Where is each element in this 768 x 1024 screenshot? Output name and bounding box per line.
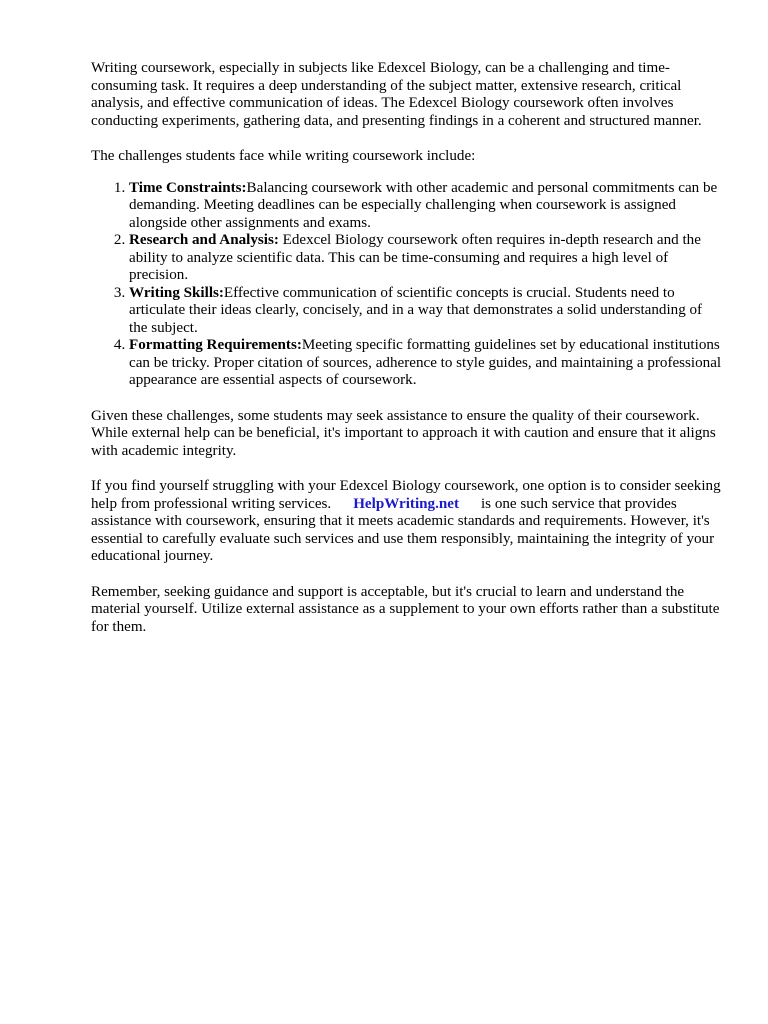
closing-paragraph: Remember, seeking guidance and support is acceptable, but it's crucial to learn and understand the material yourself. Utilize external assistance as a supplement to your own efforts rather than a substitute for them. xyxy=(91,583,720,635)
list-item-term: Writing Skills: xyxy=(129,284,224,301)
document-page xyxy=(91,60,723,654)
list-intro: The challenges students face while writing coursework include: xyxy=(91,148,476,164)
services-text-after: is one such service that provides assistance with coursework, ensuring that it meets academic standards and requirements. However, it's essential to carefully evaluate such services and use them responsibly, maintaining the integrity of your educational journey. xyxy=(91,495,715,564)
challenges-list xyxy=(91,180,723,390)
services-text-before: If you find yourself struggling with your Edexcel Biology coursework, one option is to consider seeking help from professional writing services. xyxy=(91,478,721,512)
caution-paragraph: Given these challenges, some students may seek assistance to ensure the quality of their coursework. While external help can be beneficial, it's important to approach it with caution and ensure that it aligns with academic integrity. xyxy=(91,407,716,459)
list-item-term: Formatting Requirements: xyxy=(129,337,302,353)
intro-paragraph: Writing coursework, especially in subjects like Edexcel Biology, can be a challenging and time-consuming task. It requires a deep understanding of the subject matter, extensive research, critical analysis, and effective communication of ideas. The Edexcel Biology coursework often involves conducting experiments, gathering data, and presenting findings in a coherent and structured manner. xyxy=(91,60,702,129)
list-item xyxy=(129,285,723,338)
list-item-text: Edexcel Biology coursework often requires in-depth research and the ability to analyze scientific data. This can be time-consuming and requires a high level of precision. xyxy=(129,232,701,283)
services-paragraph xyxy=(91,478,723,566)
list-item-term: Research and Analysis: xyxy=(129,232,279,248)
list-item-text: Meeting specific formatting guidelines set by educational institutions can be tricky. Proper citation of sources, adherence to style guides, and maintaining a professional appearance are essential aspects of coursework. xyxy=(129,337,722,388)
list-item-text: Balancing coursework with other academic and personal commitments can be demanding. Meeting deadlines can be especially challenging when coursework is assigned alongside other assignments and exams. xyxy=(129,179,718,231)
list-item xyxy=(129,180,723,233)
list-item xyxy=(129,232,723,285)
list-item-text: Effective communication of scientific concepts is crucial. Students need to articulate their ideas clearly, concisely, and in a way that demonstrates a solid understanding of the subject. xyxy=(129,284,703,336)
list-item xyxy=(129,337,723,390)
helpwriting-link[interactable]: HelpWriting.net xyxy=(353,495,459,512)
list-item-term: Time Constraints: xyxy=(129,179,247,196)
